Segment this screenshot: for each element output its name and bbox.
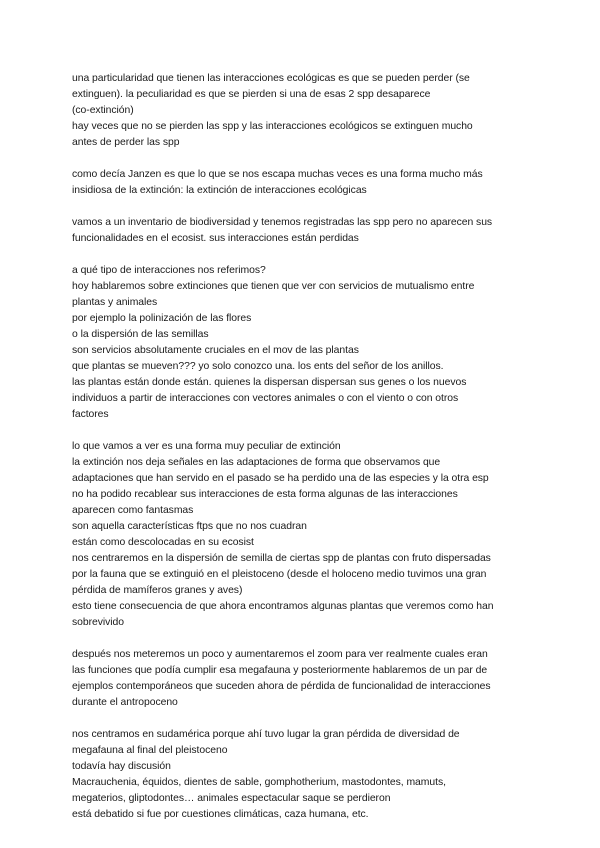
text-line: ejemplos contemporáneos que suceden ahora de pérdida de funcionalidad de interacciones <box>72 681 491 692</box>
text-line: la extinción nos deja señales en las adaptaciones de forma que observamos que <box>72 457 441 468</box>
document-page <box>72 71 542 839</box>
text-line: por la fauna que se extinguió en el pleistoceno (desde el holoceno medio tuvimos una gran <box>72 569 487 580</box>
text-line: aparecen como fantasmas <box>72 505 194 516</box>
text-line: extinguen). la peculiaridad es que se pierden si una de esas 2 spp desaparece <box>72 89 431 100</box>
text-line: factores <box>72 409 109 420</box>
text-line: que plantas se mueven??? yo solo conozco una. los ents del señor de los anillos. <box>72 361 444 372</box>
text-line: pérdida de mamíferos granes y aves) <box>72 585 243 596</box>
paragraph-south-america <box>72 727 542 823</box>
text-line: plantas y animales <box>72 297 158 308</box>
paragraph-mutualism <box>72 263 542 423</box>
text-line: vamos a un inventario de biodiversidad y tenemos registradas las spp pero no aparecen sus <box>72 217 493 228</box>
text-line: las funciones que podía cumplir esa megafauna y posteriormente hablaremos de un par de <box>72 665 488 676</box>
text-line: por ejemplo la polinización de las flores <box>72 313 252 324</box>
text-line: como decía Janzen es que lo que se nos escapa muchas veces es una forma mucho más <box>72 169 483 180</box>
text-line: una particularidad que tienen las interacciones ecológicas es que se pueden perder (se <box>72 73 470 84</box>
text-line: lo que vamos a ver es una forma muy peculiar de extinción <box>72 441 341 452</box>
text-line: las plantas están donde están. quienes la dispersan dispersan sus genes o los nuevos <box>72 377 467 388</box>
text-line: o la dispersión de las semillas <box>72 329 209 340</box>
paragraph-coextinction <box>72 71 542 151</box>
text-line: (co-extinción) <box>72 105 134 116</box>
text-line: durante el antropoceno <box>72 697 178 708</box>
paragraph-inventory <box>72 215 542 247</box>
text-line: son servicios absolutamente cruciales en el mov de las plantas <box>72 345 359 356</box>
text-line: hay veces que no se pierden las spp y las interacciones ecológicos se extinguen mucho <box>72 121 473 132</box>
text-line: después nos meteremos un poco y aumentaremos el zoom para ver realmente cuales eran <box>72 649 488 660</box>
text-line: sobrevivido <box>72 617 125 628</box>
text-line: a qué tipo de interacciones nos referimos? <box>72 265 266 276</box>
text-line: está debatido si fue por cuestiones climáticas, caza humana, etc. <box>72 809 369 820</box>
text-line: individuos a partir de interacciones con vectores animales o con el viento o con otros <box>72 393 459 404</box>
text-line: son aquella características ftps que no nos cuadran <box>72 521 307 532</box>
text-line: nos centraremos en la dispersión de semilla de ciertas spp de plantas con fruto dispersadas <box>72 553 491 564</box>
text-line: megaterios, gliptodontes… animales espectacular saque se perdieron <box>72 793 391 804</box>
text-line: megafauna al final del pleistoceno <box>72 745 228 756</box>
text-line: funcionalidades en el ecosist. sus interacciones están perdidas <box>72 233 359 244</box>
paragraph-janzen <box>72 167 542 199</box>
text-line: insidiosa de la extinción: la extinción de interacciones ecológicas <box>72 185 367 196</box>
text-line: no ha podido recablear sus interacciones de esta forma algunas de las interacciones <box>72 489 458 500</box>
paragraph-megafauna-functions <box>72 647 542 711</box>
text-line: hoy hablaremos sobre extinciones que tienen que ver con servicios de mutualismo entre <box>72 281 475 292</box>
text-line: antes de perder las spp <box>72 137 180 148</box>
text-line: todavía hay discusión <box>72 761 171 772</box>
text-line: nos centramos en sudamérica porque ahí tuvo lugar la gran pérdida de diversidad de <box>72 729 460 740</box>
text-line: Macrauchenia, équidos, dientes de sable, gomphotherium, mastodontes, mamuts, <box>72 777 446 788</box>
text-line: adaptaciones que han servido en el pasado se ha perdido una de las especies y la otra esp <box>72 473 489 484</box>
paragraph-ghost-interactions <box>72 439 542 631</box>
text-line: están como descolocadas en su ecosist <box>72 537 254 548</box>
text-line: esto tiene consecuencia de que ahora encontramos algunas plantas que veremos como han <box>72 601 494 612</box>
